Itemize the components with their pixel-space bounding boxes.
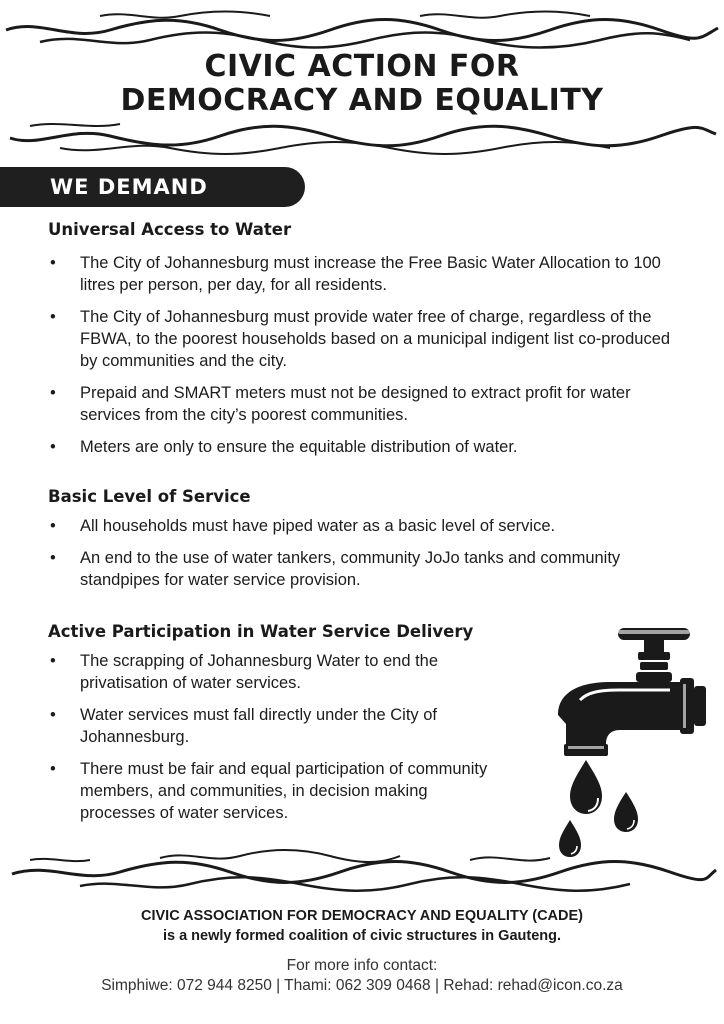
bottom-wave-decoration <box>0 838 724 898</box>
section-heading-active-participation: Active Participation in Water Service Delivery <box>48 622 474 641</box>
list-item: • There must be fair and equal participation of community members, and communities, in decision making processes of water services. <box>48 758 488 824</box>
org-name: CIVIC ASSOCIATION FOR DEMOCRACY AND EQUALITY (CADE) <box>141 908 583 924</box>
list-item: • Water services must fall directly under the City of Johannesburg. <box>48 704 488 748</box>
top-wave-decoration <box>0 8 724 53</box>
universal-access-list <box>48 252 678 468</box>
contact-info <box>0 956 724 996</box>
title-line-1: CIVIC ACTION FOR <box>204 49 520 84</box>
title-line-2: DEMOCRACY AND EQUALITY <box>120 83 604 118</box>
active-participation-list <box>48 650 488 834</box>
banner-label: WE DEMAND <box>50 175 208 199</box>
list-item: • Meters are only to ensure the equitable distribution of water. <box>48 436 678 458</box>
water-tap-icon <box>540 620 710 865</box>
list-item: • Prepaid and SMART meters must not be designed to extract profit for water services from the city’s poorest communities. <box>48 382 678 426</box>
list-item: • All households must have piped water as a basic level of service. <box>48 515 648 537</box>
section-heading-universal-access: Universal Access to Water <box>48 220 292 239</box>
list-item: • The City of Johannesburg must increase the Free Basic Water Allocation to 100 litres per person, per day, for all residents. <box>48 252 678 296</box>
contact-intro: For more info contact: <box>286 957 438 974</box>
organisation-description <box>0 906 724 946</box>
list-item: • An end to the use of water tankers, community JoJo tanks and community standpipes for water service provision. <box>48 547 648 591</box>
org-tagline: is a newly formed coalition of civic structures in Gauteng. <box>162 928 562 944</box>
title-wave-decoration <box>0 118 724 158</box>
contact-details: Simphiwe: 072 944 8250 | Thami: 062 309 0468 | Rehad: rehad@icon.co.za <box>101 977 623 994</box>
basic-service-list <box>48 515 648 601</box>
section-heading-basic-service: Basic Level of Service <box>48 487 251 506</box>
list-item: • The City of Johannesburg must provide water free of charge, regardless of the FBWA, to the poorest households based on a municipal indigent list co-produced by communities and the city. <box>48 306 678 372</box>
list-item: • The scrapping of Johannesburg Water to end the privatisation of water services. <box>48 650 488 694</box>
we-demand-banner <box>0 167 305 207</box>
page-title <box>0 50 724 118</box>
